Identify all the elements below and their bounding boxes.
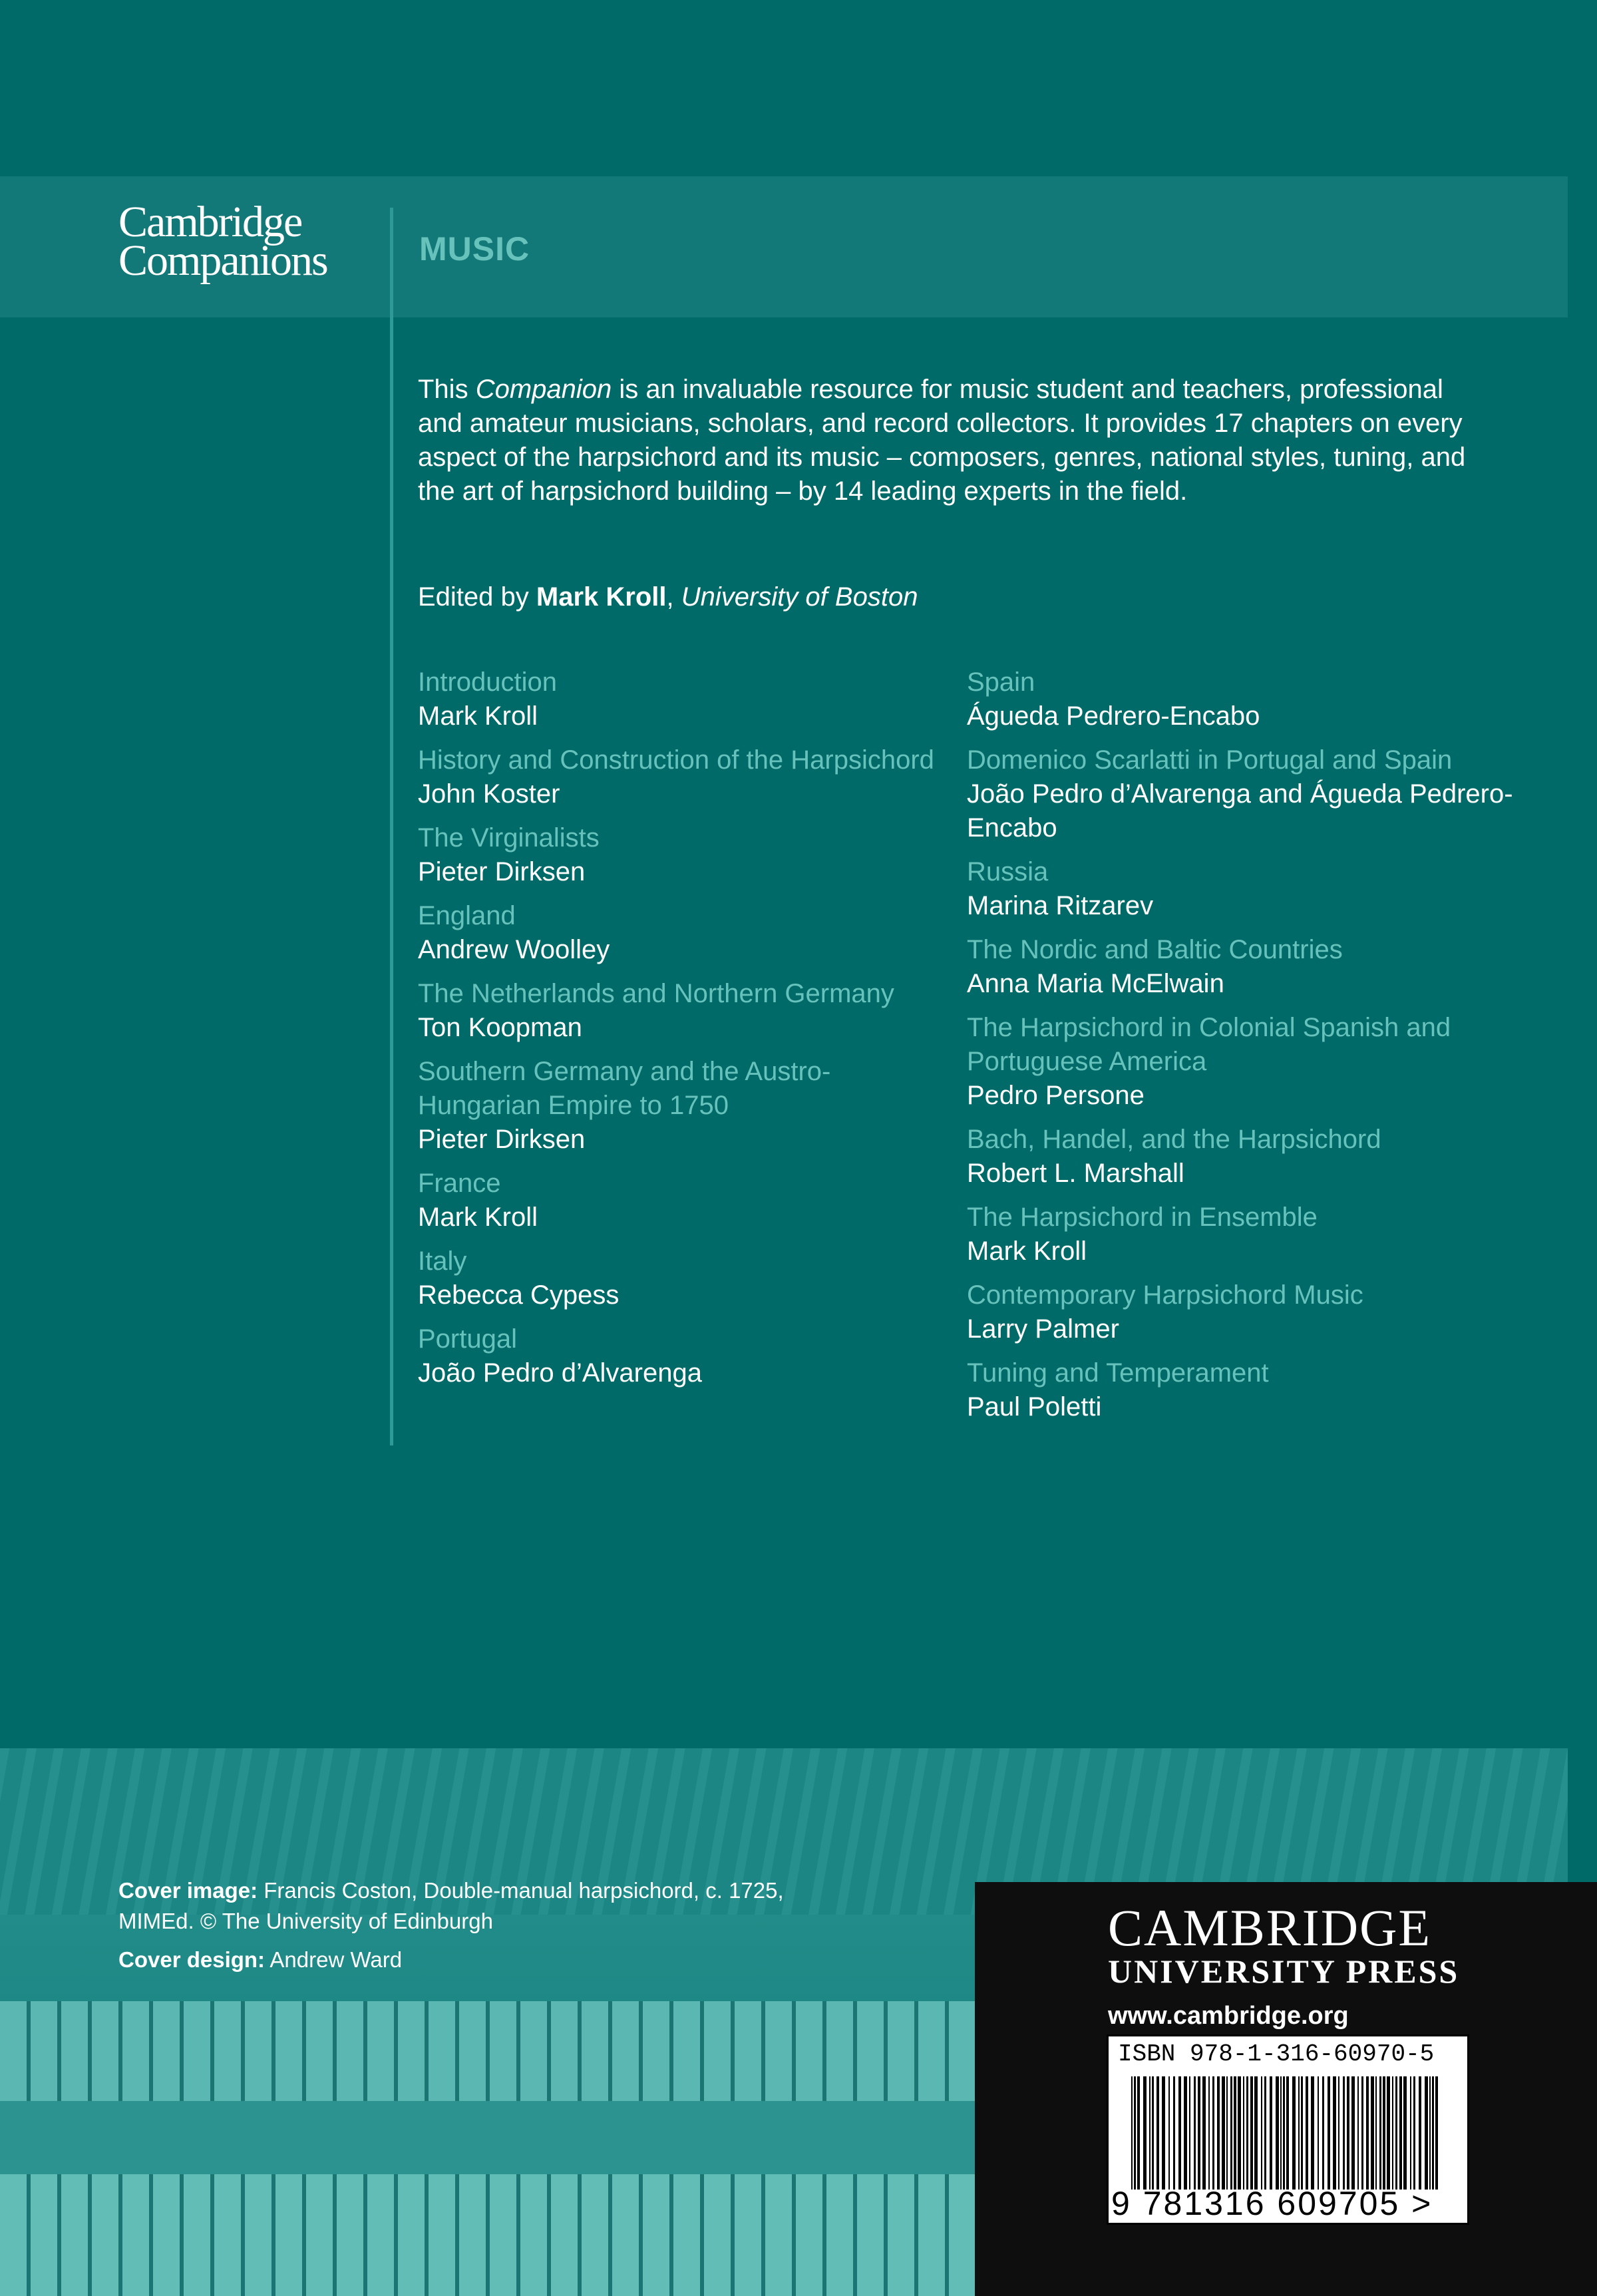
contents-entry	[967, 743, 1566, 845]
chapter-title: Italy	[418, 1246, 467, 1276]
chapter-author: Pieter Dirksen	[418, 857, 586, 886]
book-description	[418, 373, 1489, 508]
series-name-line2: Companions	[118, 236, 327, 285]
photo-keyboard-gap	[0, 2101, 975, 2174]
chapter-author: João Pedro d’Alvarenga and Águeda Pedrero-Encabo	[967, 779, 1513, 843]
vertical-divider	[390, 208, 393, 1445]
contents-entry	[418, 1244, 944, 1312]
chapter-title: Introduction	[418, 668, 558, 697]
series-name-line1: Cambridge	[118, 198, 302, 246]
editor-separator: ,	[666, 582, 681, 612]
contents-entry	[418, 821, 944, 889]
description-italic: Companion	[475, 375, 612, 404]
contents-entry	[967, 1201, 1566, 1268]
photo-lower-keyboard	[0, 2174, 975, 2296]
publisher-name-line2: UNIVERSITY PRESS	[1108, 1953, 1460, 1990]
publisher-name-line1: CAMBRIDGE	[1108, 1899, 1432, 1957]
chapter-title: Spain	[967, 668, 1035, 697]
chapter-title: The Harpsichord in Ensemble	[967, 1203, 1318, 1232]
contents-entry	[418, 1055, 944, 1157]
chapter-author: Mark Kroll	[418, 1203, 538, 1232]
contents-entry	[967, 1278, 1566, 1346]
chapter-title: England	[418, 901, 516, 930]
editor-line	[418, 580, 918, 614]
chapter-author: João Pedro d’Alvarenga	[418, 1358, 702, 1388]
barcode-digits: 9 781316 609705 >	[1111, 2185, 1433, 2222]
description-text: is an invaluable resource for music student and teachers, professional and amateur musicians, scholars, and record collectors. It provides 17 chapters on every aspect of the harpsichord and its music – composers, genres, national styles, tuning, and the art of harpsichord building – by 14 leading experts in the field.	[418, 375, 1466, 506]
series-subject: MUSIC	[419, 230, 530, 268]
chapter-author: Larry Palmer	[967, 1314, 1119, 1344]
cover-image-label: Cover image:	[118, 1878, 258, 1903]
chapter-author: Robert L. Marshall	[967, 1159, 1184, 1188]
contents-entry	[967, 1123, 1566, 1191]
chapter-author: Andrew Woolley	[418, 935, 610, 964]
cover-image-text: Francis Coston, Double-manual harpsichord, c. 1725, MIMEd. © The University of Edinburgh	[118, 1878, 784, 1933]
chapter-author: Pieter Dirksen	[418, 1125, 586, 1154]
chapter-title: The Harpsichord in Colonial Spanish and Portuguese America	[967, 1013, 1451, 1076]
contents-entry	[418, 899, 944, 967]
editor-name: Mark Kroll	[536, 582, 667, 612]
chapter-title: Domenico Scarlatti in Portugal and Spain	[967, 745, 1453, 775]
cover-design-label: Cover design:	[118, 1947, 266, 1972]
chapter-author: Rebecca Cypess	[418, 1280, 620, 1310]
isbn-label: ISBN 978-1-316-60970-5	[1118, 2040, 1435, 2068]
chapter-title: The Nordic and Baltic Countries	[967, 935, 1343, 964]
cover-image-credit	[118, 1875, 850, 1937]
cover-credits	[118, 1875, 850, 1975]
chapter-author: Anna Maria McElwain	[967, 969, 1224, 998]
contents-entry	[967, 1356, 1566, 1424]
contents-entry	[418, 743, 944, 811]
publisher-website[interactable]: www.cambridge.org	[1108, 2002, 1349, 2030]
contents-entry	[418, 1167, 944, 1235]
isbn-barcode	[1107, 2034, 1469, 2225]
chapter-title: Contemporary Harpsichord Music	[967, 1280, 1363, 1310]
chapter-author: Marina Ritzarev	[967, 891, 1154, 920]
chapter-title: History and Construction of the Harpsichord	[418, 745, 934, 775]
chapter-author: Mark Kroll	[418, 701, 538, 731]
photo-upper-keyboard	[0, 2001, 975, 2101]
chapter-title: Southern Germany and the Austro-Hungarian Empire to 1750	[418, 1057, 831, 1120]
contents-entry	[418, 977, 944, 1045]
series-logo	[118, 198, 371, 285]
chapter-author: Paul Poletti	[967, 1392, 1102, 1422]
chapter-title: France	[418, 1169, 501, 1198]
editor-affiliation: University of Boston	[681, 582, 918, 612]
chapter-author: Ton Koopman	[418, 1013, 582, 1042]
description-prefix: This	[418, 375, 476, 404]
contents-entry	[967, 666, 1566, 733]
chapter-title: Portugal	[418, 1324, 517, 1354]
cover-design-credit	[118, 1945, 850, 1975]
chapter-title: The Virginalists	[418, 823, 600, 853]
contents-entry	[418, 666, 944, 733]
cover-design-text: Andrew Ward	[265, 1947, 403, 1972]
contents-right-column	[967, 666, 1566, 1434]
chapter-title: Russia	[967, 857, 1049, 886]
chapter-title: Bach, Handel, and the Harpsichord	[967, 1125, 1381, 1154]
chapter-title: The Netherlands and Northern Germany	[418, 979, 894, 1008]
contents-entry	[967, 855, 1566, 923]
contents-entry	[418, 1322, 944, 1390]
chapter-author: Pedro Persone	[967, 1081, 1145, 1110]
contents-entry	[967, 933, 1566, 1001]
chapter-title: Tuning and Temperament	[967, 1358, 1269, 1388]
contents-entry	[967, 1011, 1566, 1113]
chapter-author: Mark Kroll	[967, 1237, 1087, 1266]
chapter-author: John Koster	[418, 779, 560, 809]
contents-left-column	[418, 666, 944, 1400]
barcode-bars	[1131, 2076, 1444, 2190]
editor-prefix: Edited by	[418, 582, 536, 612]
chapter-author: Águeda Pedrero-Encabo	[967, 701, 1260, 731]
